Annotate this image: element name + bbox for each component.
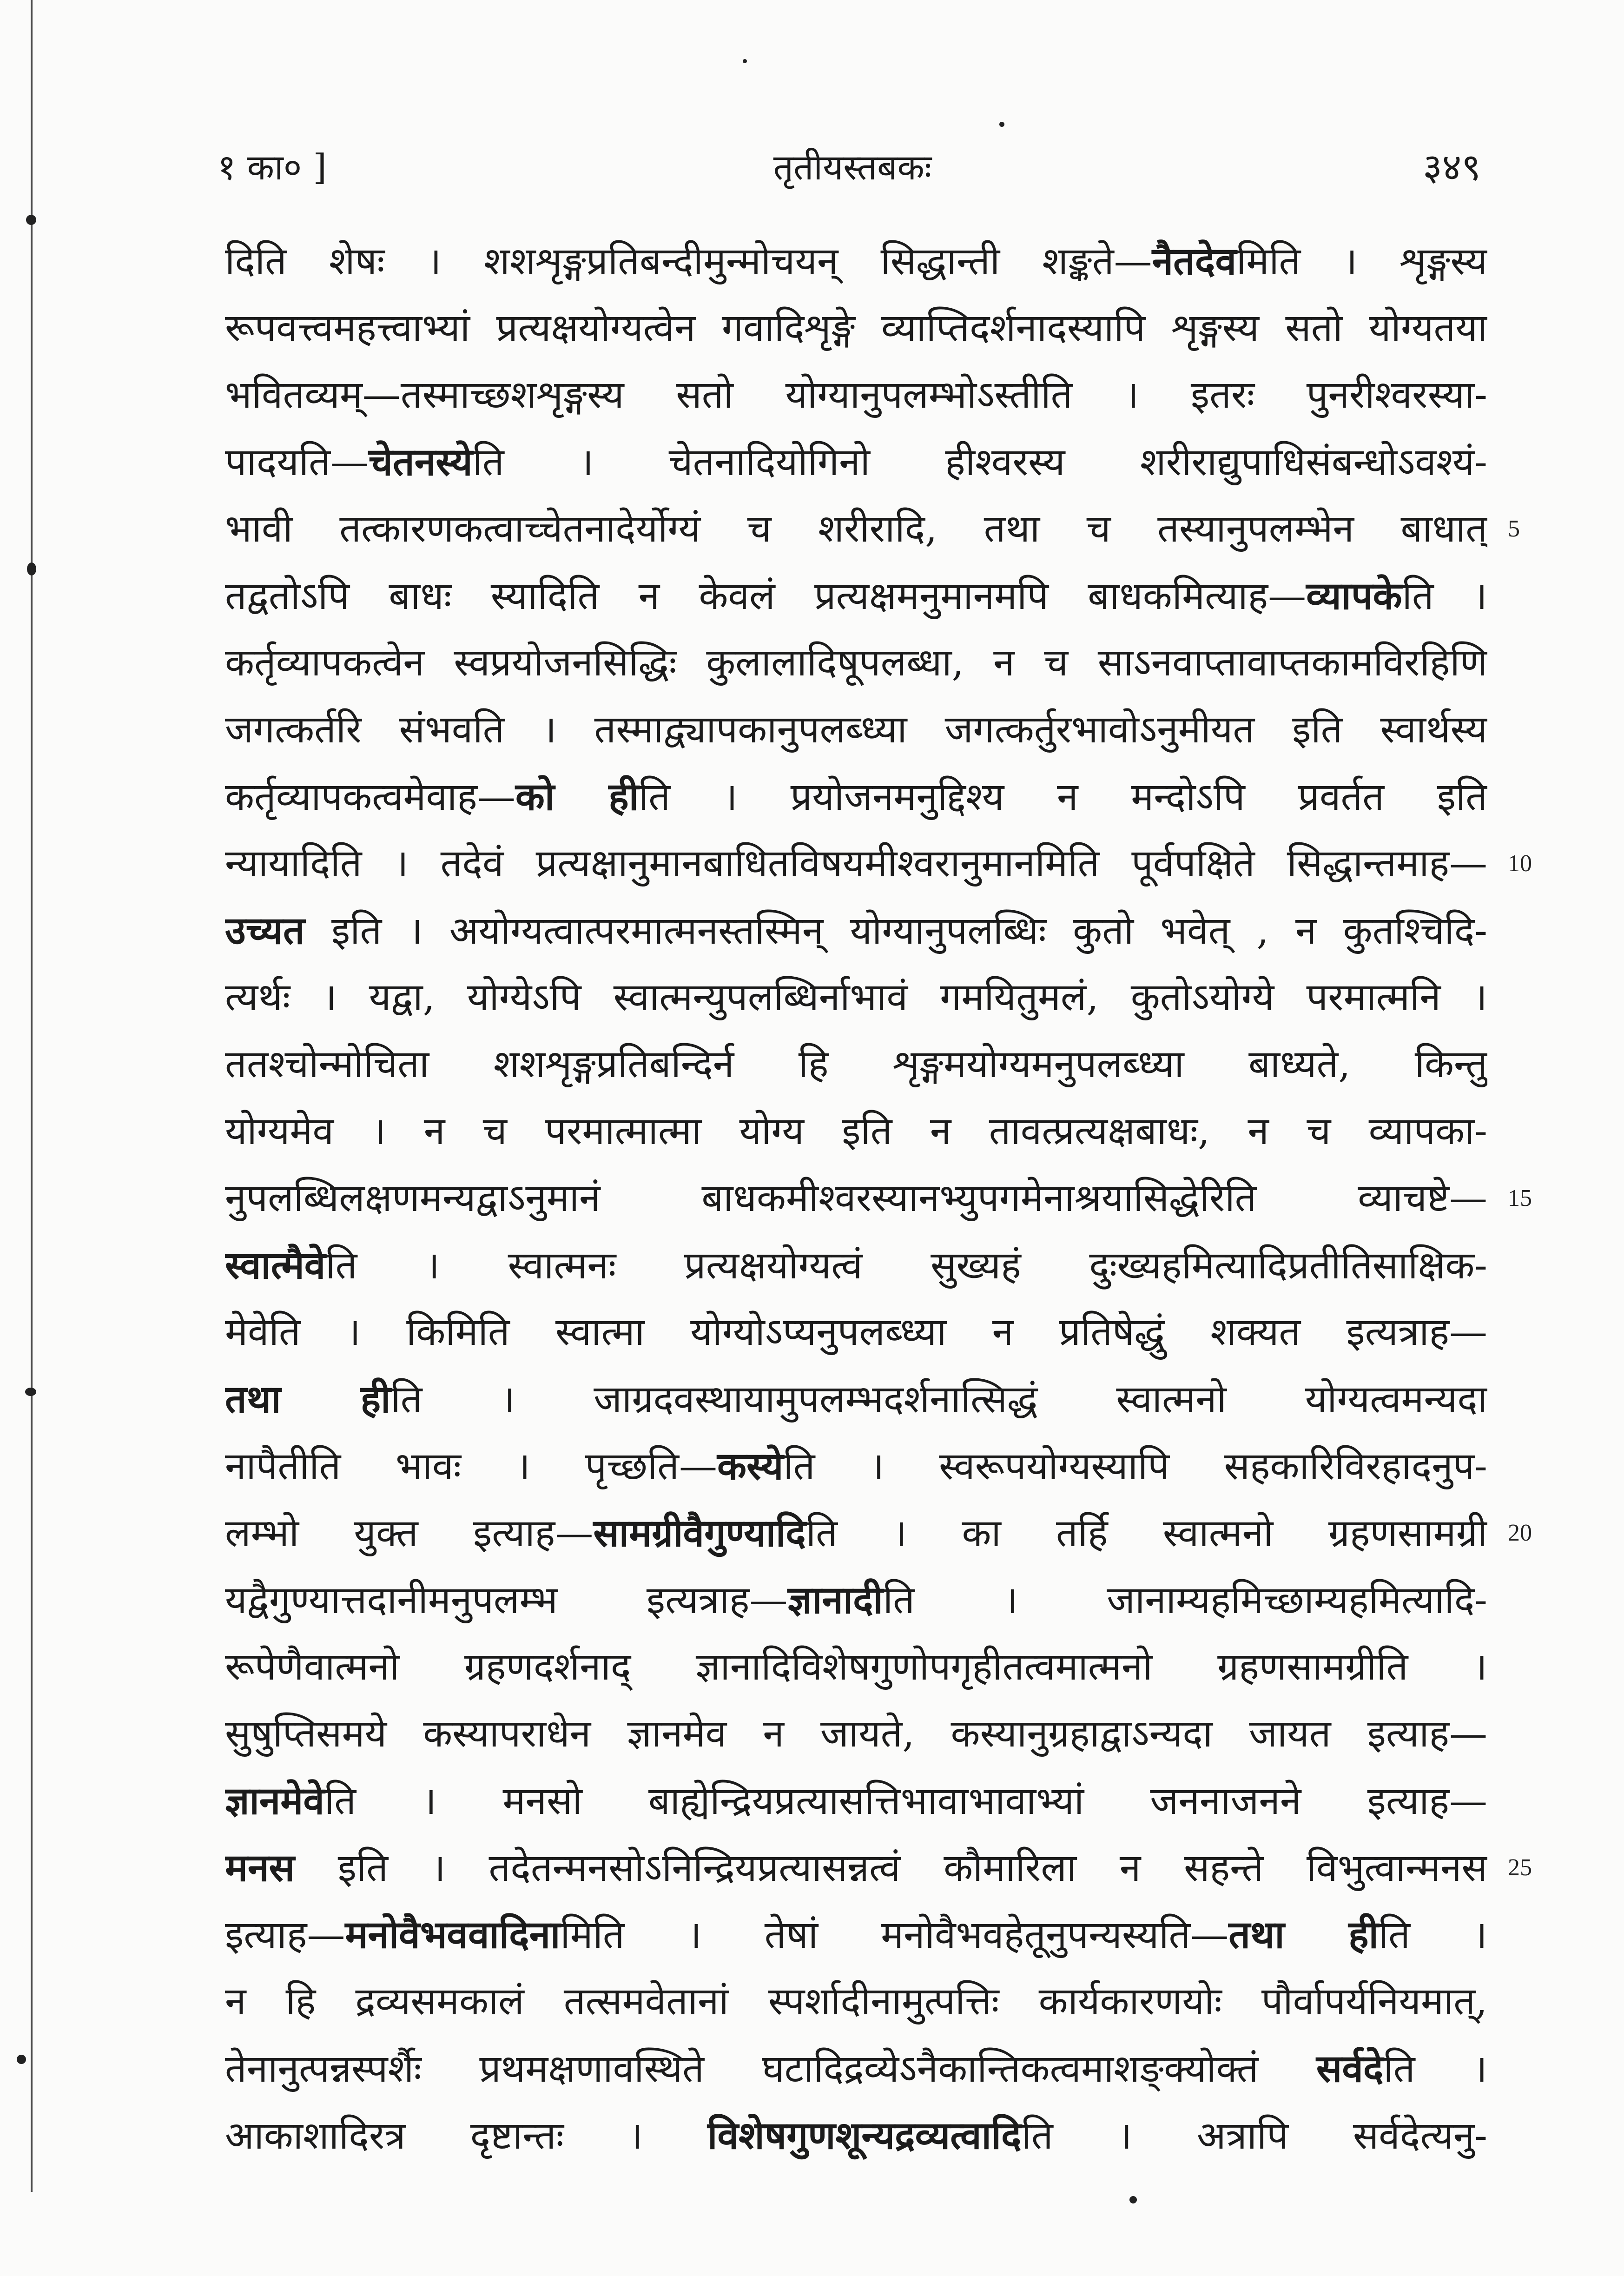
text-segment: ति । जानाम्यहमिच्छाम्यहमित्यादि- <box>883 1578 1487 1622</box>
text-segment: तद्वतोऽपि बाधः स्यादिति न केवलं प्रत्यक्षमनुमानमपि बाधकमित्याह— <box>225 574 1307 618</box>
scan-speck <box>26 215 36 225</box>
lemma: तथा ही <box>1228 1912 1379 1957</box>
text-segment: रूपवत्त्वमहत्त्वाभ्यां प्रत्यक्षयोग्यत्वेन गवादिशृङ्गे व्याप्तिदर्शनादस्यापि शृङ्गस्य सतो योग्यतया <box>225 306 1487 350</box>
text-line <box>225 1031 1487 1098</box>
text-line <box>225 295 1487 362</box>
margin-line-number: 15 <box>1508 1185 1532 1211</box>
text-line <box>225 1232 1487 1299</box>
text-line <box>225 897 1487 964</box>
scan-speck <box>999 122 1004 127</box>
lemma: को ही <box>515 774 639 819</box>
text-line <box>225 1299 1487 1366</box>
text-segment: कर्तृव्यापकत्वमेवाह— <box>225 775 515 819</box>
text-line <box>225 1500 1487 1567</box>
text-line <box>225 1634 1487 1700</box>
text-line <box>225 1901 1487 1968</box>
text-segment: ततश्चोन्मोचिता शशशृङ्गप्रतिबन्दिर्न हि शृङ्गमयोग्यमनुपलब्ध्या बाध्यते, किन्तु <box>225 1042 1487 1086</box>
page-number: ३४९ <box>1423 146 1481 189</box>
text-segment: ति । स्वात्मनः प्रत्यक्षयोग्यत्वं सुख्यहं दुःख्यहमित्यादिप्रतीतिसाक्षिक- <box>325 1244 1487 1288</box>
text-segment: ति । का तर्हि स्वात्मनो ग्रहणसामग्री <box>805 1511 1487 1555</box>
text-segment: ति । मनसो बाह्येन्द्रियप्रत्यासत्तिभावाभावाभ्यां जननाजनने इत्याह— <box>324 1779 1487 1823</box>
text-segment: इति । अयोग्यत्वात्परमात्मनस्तस्मिन् योग्यानुपलब्धिः कुतो भवेत् , न कुतश्चिदि- <box>304 909 1487 953</box>
text-line <box>225 496 1487 562</box>
text-line <box>225 964 1487 1031</box>
text-segment: ति । जाग्रदवस्थायामुपलम्भदर्शनात्सिद्धं स्वात्मनो योग्यत्वमन्यदा <box>390 1377 1487 1422</box>
text-segment: इत्याह— <box>225 1913 345 1957</box>
lemma: व्यापके <box>1306 574 1402 618</box>
text-segment: योग्यमेव । न च परमात्मात्मा योग्य इति न तावत्प्रत्यक्षबाधः, न च व्यापका- <box>225 1109 1487 1153</box>
margin-line-number: 20 <box>1508 1520 1532 1546</box>
text-line <box>225 1433 1487 1500</box>
text-segment: ति । <box>1383 2047 1487 2091</box>
lemma: ज्ञानादी <box>787 1578 883 1622</box>
text-segment: मिति । तेषां मनोवैभवहेतूनुपन्यस्यति— <box>560 1913 1229 1957</box>
text-segment: जगत्कर्तरि संभवति । तस्माद्व्यापकानुपलब्ध्या जगत्कर्तुरभावोऽनुमीयत इति स्वार्थस्य <box>225 708 1487 752</box>
lemma: उच्यत <box>225 908 305 953</box>
scan-speck <box>27 562 36 576</box>
text-segment: भवितव्यम्—तस्माच्छशशृङ्गस्य सतो योग्यानुपलम्भोऽस्तीति । इतरः पुनरीश्वरस्या- <box>225 373 1487 417</box>
text-line <box>225 1098 1487 1165</box>
scan-speck <box>17 2055 26 2064</box>
text-segment: न्यायादिति । तदेवं प्रत्यक्षानुमानबाधितविषयमीश्वरानुमानमिति पूर्वपक्षिते सिद्धान्तमाह— <box>225 841 1487 886</box>
margin-line-number: 10 <box>1508 850 1532 877</box>
text-segment: रूपेणैवात्मनो ग्रहणदर्शनाद् ज्ञानादिविशेषगुणोपगृहीतत्वमात्मनो ग्रहणसामग्रीति । <box>225 1645 1487 1689</box>
margin-line-number: 25 <box>1508 1854 1532 1881</box>
text-segment: ति । <box>1378 1913 1487 1957</box>
text-line <box>225 763 1487 830</box>
lemma: मनोवैभववादिना <box>345 1912 561 1957</box>
scan-speck <box>25 1388 36 1396</box>
lemma: ज्ञानमेवे <box>225 1779 324 1823</box>
text-segment: भावी तत्कारणकत्वाच्चेतनादेर्योग्यं च शरीरादि, तथा च तस्यानुपलम्भेन बाधात् <box>225 507 1487 551</box>
text-line <box>225 629 1487 696</box>
lemma: विशेषगुणशून्यद्रव्यत्वादि <box>707 2113 1022 2158</box>
text-segment: त्यर्थः । यद्वा, योग्येऽपि स्वात्मन्युपलब्धिर्नाभावं गमयितुमलं, कुतोऽयोग्ये परमात्मनि । <box>225 975 1487 1019</box>
text-segment: कर्तृव्यापकत्वेन स्वप्रयोजनसिद्धिः कुलालादिषूपलब्धा, न च साऽनवाप्तावाप्तकामविरहिणि <box>225 641 1487 685</box>
body-text <box>225 228 1487 2169</box>
running-head-left: १ का० ] <box>218 146 327 188</box>
text-line <box>225 1165 1487 1232</box>
text-segment: ति । चेतनादियोगिनो हीश्वरस्य शरीराद्युपाधिसंबन्धोऽवश्यं- <box>472 440 1487 484</box>
text-line <box>225 1567 1487 1634</box>
text-segment: तेनानुत्पन्नस्पर्शैः प्रथमक्षणावस्थिते घटादिद्रव्येऽनैकान्तिकत्वमाशङ्क्योक्तं <box>225 2047 1316 2091</box>
text-line <box>225 830 1487 897</box>
text-segment: पादयति— <box>225 440 369 484</box>
text-segment: यद्वैगुण्यात्तदानीमनुपलम्भ इत्यत्राह— <box>225 1578 788 1622</box>
text-line <box>225 362 1487 429</box>
lemma: कस्ये <box>717 1444 784 1489</box>
lemma: स्वात्मैवे <box>225 1243 326 1288</box>
text-segment: नापैतीति भावः । पृच्छति— <box>225 1444 717 1489</box>
lemma: नैतदेव <box>1152 239 1237 284</box>
lemma: सर्वदे <box>1316 2046 1384 2091</box>
text-line <box>225 1366 1487 1433</box>
text-segment: दिति शेषः । शशशृङ्गप्रतिबन्दीमुन्मोचयन् सिद्धान्ती शङ्कते— <box>225 239 1152 284</box>
lemma: मनस <box>225 1846 295 1890</box>
text-line <box>225 1834 1487 1901</box>
running-header <box>218 139 1487 195</box>
lemma: तथा ही <box>225 1377 391 1422</box>
text-line <box>225 1700 1487 1767</box>
lemma: सामग्रीवैगुण्यादि <box>593 1511 806 1555</box>
text-line <box>225 2102 1487 2169</box>
text-line <box>225 1968 1487 2035</box>
text-segment: नुपलब्धिलक्षणमन्यद्वाऽनुमानं बाधकमीश्वरस्यानभ्युपगमेनाश्रयासिद्धेरिति व्याचष्टे— <box>225 1176 1487 1220</box>
text-segment: ति । अत्रापि सर्वदेत्यनु- <box>1021 2114 1487 2158</box>
text-segment: ति । स्वरूपयोग्यस्यापि सहकारिविरहादनुप- <box>783 1444 1487 1489</box>
lemma: चेतनस्ये <box>368 440 473 484</box>
text-segment: इति । तदेतन्मनसोऽनिन्द्रियप्रत्यासन्नत्वं कौमारिला न सहन्ते विभुत्वान्मनस <box>294 1846 1487 1890</box>
scan-edge-line <box>31 0 33 2192</box>
text-segment: सुषुप्तिसमये कस्यापराधेन ज्ञानमेव न जायते, कस्यानुग्रहाद्वाऽन्यदा जायत इत्याह— <box>225 1712 1487 1756</box>
text-line <box>225 696 1487 763</box>
text-segment: ति । प्रयोजनमनुद्दिश्य न मन्दोऽपि प्रवर्तत इति <box>639 775 1487 819</box>
text-line <box>225 2035 1487 2102</box>
text-segment: आकाशादिरत्र दृष्टान्तः । <box>225 2114 708 2158</box>
scan-speck <box>743 59 747 63</box>
margin-line-number: 5 <box>1508 516 1520 542</box>
text-segment: न हि द्रव्यसमकालं तत्समवेतानां स्पर्शादीनामुत्पत्तिः कार्यकारणयोः पौर्वापर्यनियमात्, <box>225 1979 1487 2024</box>
running-title: तृतीयस्तबकः <box>773 146 932 188</box>
scan-speck <box>1129 2196 1137 2203</box>
text-segment: मिति । शृङ्गस्य <box>1236 239 1487 284</box>
text-line <box>225 1767 1487 1834</box>
text-line <box>225 562 1487 629</box>
text-segment: लम्भो युक्त इत्याह— <box>225 1511 594 1555</box>
text-line <box>225 228 1487 295</box>
text-segment: ति । <box>1402 574 1487 618</box>
text-line <box>225 429 1487 496</box>
text-segment: मेवेति । किमिति स्वात्मा योग्योऽप्यनुपलब्ध्या न प्रतिषेद्धुं शक्यत इत्यत्राह— <box>225 1310 1487 1354</box>
